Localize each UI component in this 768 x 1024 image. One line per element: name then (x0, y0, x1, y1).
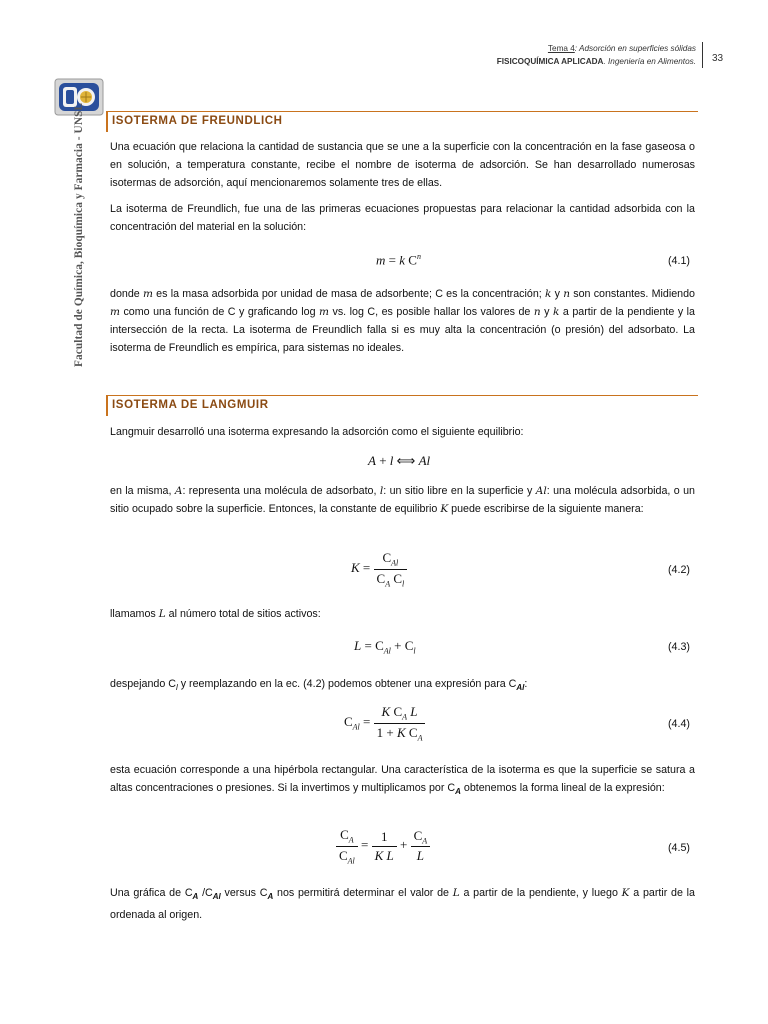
paragraph-substitution: despejando $C_l$ y reemplazando en la ec. (4.2) podemos obtener una expresión para $C_{Al}$: (110, 678, 528, 693)
equation-number: (4.1) (668, 255, 690, 267)
equation-equilibrium: A + l ⟺ Al (368, 453, 431, 468)
paragraph-freundlich-definitions: donde m es la masa adsorbida por unidad de masa de adsorbente; C es la concentración; k y n son constantes. Midiendo m como una función de C y graficando log m vs. log C, es posible hallar los valores de n y k a partir de la pendiente y la intersección de la recta. La isoterma de Freundlich falla si es muy alta la concentración (o presión) del adsorbato. La isoterma de Freundlich es empírica, para sistemas no ideales. (110, 288, 695, 354)
paragraph-langmuir-definitions: en la misma, A: representa una molécula de adsorbato, l: un sitio libre en la superficie y Al: una molécula adsorbida, o un sitio ocupado sobre la superficie. Entonces, la constante de equilibrio K puede escribirse de la siguiente manera: (110, 485, 695, 515)
paragraph-intro: Una ecuación que relaciona la cantidad de sustancia que se une a la superficie con la concentración en la fase gaseosa o en solución, a temperatura constante, recibe el nombre de isoterma de adsorción. Se han desarrollado numerosas isotermas de adsorción, aquí mencionaremos solamente tres de ellas. (110, 141, 695, 189)
paragraph-active-sites: llamamos L al número total de sitios activos: (110, 608, 321, 620)
paragraph-hyperbola: esta ecuación corresponde a una hipérbola rectangular. Una característica de la isoterma es que la superficie se satura a altas concentraciones o presiones. Si la invertimos y multiplicamos por $C_A$ obtenemos la forma lineal de la expresión: (110, 764, 695, 797)
equation-4-4: $C_{Al}$ = $\frac{K C_A L}{1 + K C_A}$ (344, 704, 425, 742)
equation-number: (4.5) (668, 842, 690, 854)
page-number: 33 (712, 53, 724, 64)
running-header (497, 42, 696, 68)
header-line-1 (497, 42, 696, 55)
section-title: ISOTERMA DE FREUNDLICH (112, 115, 283, 127)
section-header-freundlich (106, 111, 698, 132)
header-line-2 (497, 55, 696, 68)
header-career: . Ingeniería en Alimentos. (603, 57, 696, 66)
equation-4-1: m = k $C^n$ (376, 252, 421, 268)
section-header-langmuir (106, 395, 698, 416)
equation-number: (4.2) (668, 564, 690, 576)
header-divider (702, 42, 703, 68)
equation-number: (4.3) (668, 641, 690, 653)
paragraph-linear-plot: Una gráfica de $C_A$ $/C_{Al}$ versus $C_A$ nos permitirá determinar el valor de L a partir de la pendiente, y luego K a partir de la ordenada al origen. (110, 887, 695, 922)
equation-number: (4.4) (668, 718, 690, 730)
header-topic: Tema 4 (547, 44, 575, 53)
faculty-side-label: Facultad de Química, Bioquímica y Farmacia - UNSL (73, 102, 85, 367)
paragraph-freundlich: La isoterma de Freundlich, fue una de las primeras ecuaciones propuestas para relacionar la cantidad adsorbida con la concentración del material en la solución: (110, 203, 695, 233)
equation-4-2: K = $\frac{C_{Al}}{C_A C_l}$ (351, 550, 407, 588)
paragraph-langmuir-intro: Langmuir desarrolló una isoterma expresando la adsorción como el siguiente equilibrio: (110, 426, 524, 438)
header-topic-title: : Adsorción en superficies sólidas (574, 44, 696, 53)
equation-4-5: $\frac{C_A}{C_{Al}}$ = $\frac{1}{\text{K L}}$ + $\frac{C_A}{L}$ (336, 827, 430, 865)
header-course: FISICOQUÍMICA APLICADA (496, 57, 604, 66)
equation-4-3: $L = C_{Al} + C_l$ (354, 638, 416, 656)
section-title: ISOTERMA DE LANGMUIR (112, 399, 269, 411)
